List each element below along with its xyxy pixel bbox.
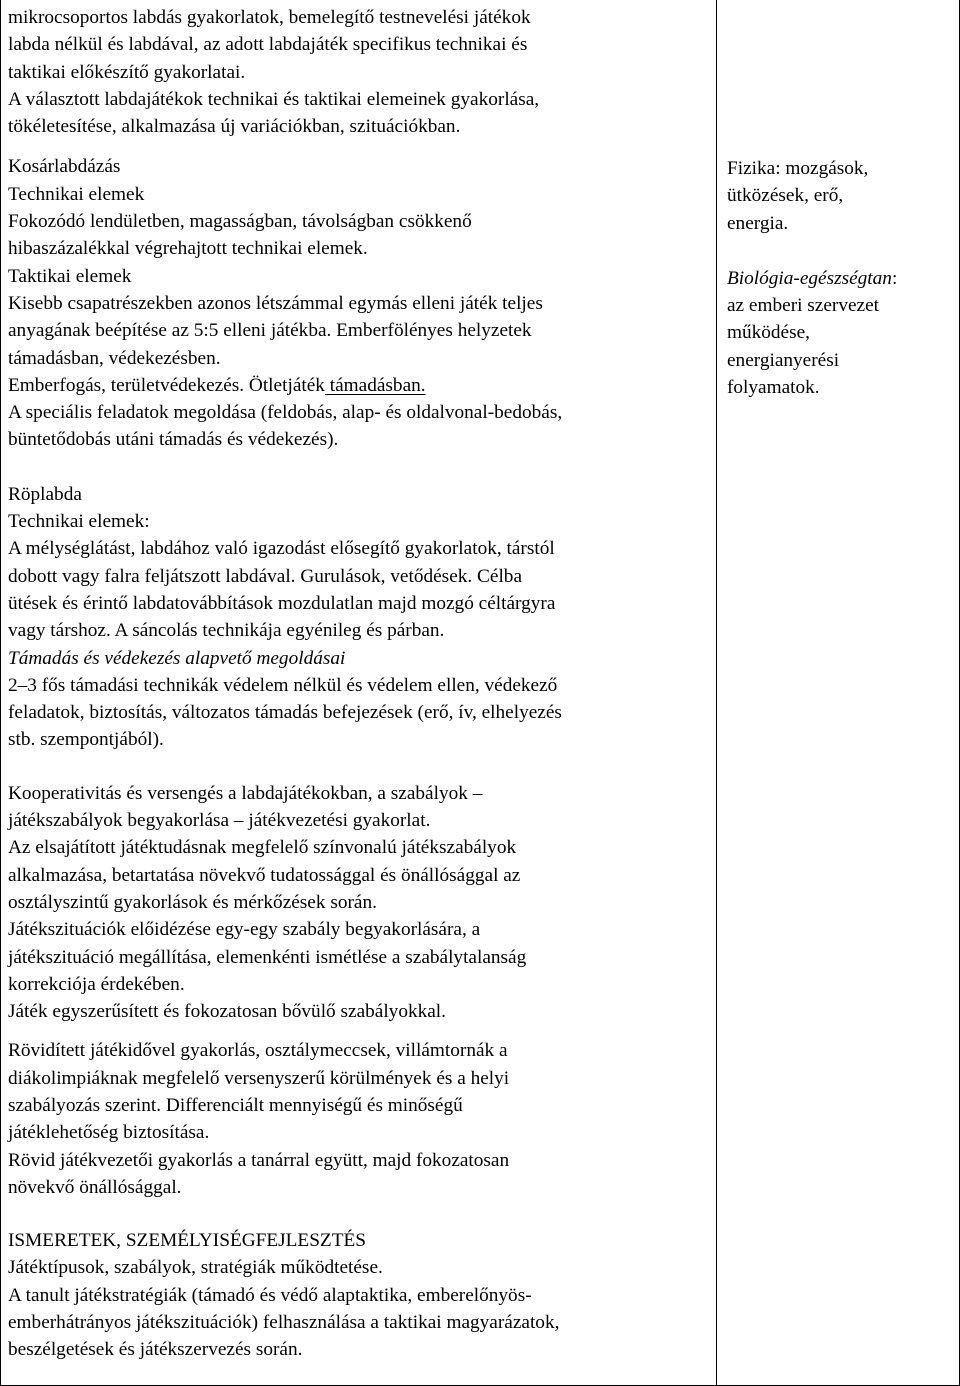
text-line [8, 372, 712, 399]
intro-line: taktikai előkészítő gyakorlatai. [8, 61, 246, 83]
text-line: ütések és érintő labdatovábbítások mozdulatlan majd mozgó céltárgyra [8, 592, 556, 614]
text-line: diákolimpiáknak megfelelő versenyszerű körülmények és a helyi [8, 1067, 510, 1089]
side-line: folyamatok. [727, 377, 820, 399]
text-line: büntetődobás utáni támadás és védekezés). [8, 429, 339, 451]
kooperativitas-section [8, 780, 712, 1026]
text-line: A mélységlátást, labdához való igazodást elősegítő gyakorlatok, társtól [8, 538, 555, 560]
text-line: osztályszintű gyakorlások és mérkőzések során. [8, 891, 377, 913]
text-line: A speciális feladatok megoldása (feldobás, alap- és oldalvonal-bedobás, [8, 402, 563, 424]
side-line: energianyerési [727, 349, 840, 371]
side-line [727, 265, 955, 292]
side-line: az emberi szervezet [727, 295, 879, 317]
roplabda-section [8, 481, 712, 754]
subject-name: Biológia-egészségtan [727, 267, 892, 289]
intro-line: A választott labdajátékok technikai és taktikai elemeinek gyakorlása, [8, 88, 540, 110]
section-title: ISMERETEK, SZEMÉLYISÉGFEJLESZTÉS [8, 1230, 366, 1252]
text-line: vagy társhoz. A sáncolás technikája egyénileg és párban. [8, 620, 445, 642]
side-line: Fizika: mozgások, [727, 158, 869, 179]
text-fragment: Emberfogás, területvédekezés. Ötletjáték [8, 374, 325, 396]
text-line: korrekciója érdekében. [8, 973, 185, 995]
text-line: Rövid játékvezetői gyakorlás a tanárral együtt, majd fokozatosan [8, 1149, 510, 1171]
text-line: stb. szempontjából). [8, 729, 164, 751]
text-line: szabályozás szerint. Differenciált mennyiségű és minőségű [8, 1094, 463, 1116]
text-line: Az elsajátított játéktudásnak megfelelő színvonalú játékszabályok [8, 837, 517, 859]
ismeretek-section [8, 1227, 712, 1363]
intro-line: tökéletesítése, alkalmazása új variációkban, szituációkban. [8, 116, 461, 138]
text-line: Kooperativitás és versengés a labdajátékokban, a szabályok ‒ [8, 782, 483, 804]
subheading: Technikai elemek: [8, 511, 150, 533]
text-line: játéklehetőség biztosítása. [8, 1122, 210, 1144]
text-line: A tanult játékstratégiák (támadó és védő alaptaktika, emberelőnyös- [8, 1284, 532, 1306]
text-line: Játéktípusok, szabályok, stratégiák működtetése. [8, 1257, 383, 1279]
text-line: anyagának beépítése az 5:5 elleni játékba. Emberfölényes helyzetek [8, 320, 532, 342]
side-column [727, 155, 955, 401]
text-line: feladatok, biztosítás, változatos támadás befejezések (erő, ív, elhelyezés [8, 702, 562, 724]
text-line: növekvő önállósággal. [8, 1176, 182, 1198]
side-line: ütközések, erő, [727, 185, 844, 207]
subject-colon: : [891, 267, 898, 289]
text-fragment: támadásban. [324, 374, 426, 396]
text-line: beszélgetések és játékszervezés során. [8, 1339, 303, 1361]
intro-section [8, 4, 712, 140]
text-line: játékszabályok begyakorlása ‒ játékvezetési gyakorlat. [8, 810, 431, 832]
text-line: emberhátrányos játékszituációk) felhasználása a taktikai magyarázatok, [8, 1312, 560, 1334]
text-line: alkalmazása, betartatása növekvő tudatossággal és önállósággal az [8, 864, 521, 886]
text-line: Kisebb csapatrészekben azonos létszámmal egymás elleni játék teljes [8, 292, 543, 314]
subheading: Technikai elemek [8, 183, 145, 205]
roviditett-section [8, 1037, 712, 1201]
text-line: támadásban, védekezésben. [8, 347, 221, 369]
text-line: dobott vagy falra feljátszott labdával. Gurulások, vetődések. Célba [8, 565, 523, 587]
text-line: hibaszázalékkal végrehajtott technikai elemek. [8, 238, 368, 260]
main-column [8, 4, 712, 1364]
italic-subheading: Támadás és védekezés alapvető megoldásai [8, 647, 346, 669]
intro-line: labda nélkül és labdával, az adott labdajáték specifikus technikai és [8, 34, 528, 56]
text-line: Fokozódó lendületben, magasságban, távolságban csökkenő [8, 211, 472, 233]
text-line: Játék egyszerűsített és fokozatosan bővülő szabályokkal. [8, 1001, 446, 1023]
text-line: Rövidített játékidővel gyakorlás, osztálymeccsek, villámtornák a [8, 1040, 508, 1062]
side-line: működése, [727, 322, 810, 344]
kosarlabda-section [8, 153, 712, 453]
intro-line: mikrocsoportos labdás gyakorlatok, bemelegítő testnevelési játékok [8, 7, 531, 28]
text-line: Játékszituációk előidézése egy-egy szabály begyakorlására, a [8, 919, 481, 941]
biologia-note [727, 265, 955, 401]
subheading: Taktikai elemek [8, 265, 132, 287]
text-line: játékszituáció megállítása, elemenkénti ismétlése a szabálytalanság [8, 946, 527, 968]
section-title: Kosárlabdázás [8, 156, 121, 178]
fizika-note [727, 155, 955, 237]
text-line: 2‒3 fős támadási technikák védelem nélkül és védelem ellen, védekező [8, 674, 558, 696]
section-title: Röplabda [8, 483, 82, 505]
side-line: energia. [727, 212, 789, 234]
column-divider [716, 0, 717, 1386]
